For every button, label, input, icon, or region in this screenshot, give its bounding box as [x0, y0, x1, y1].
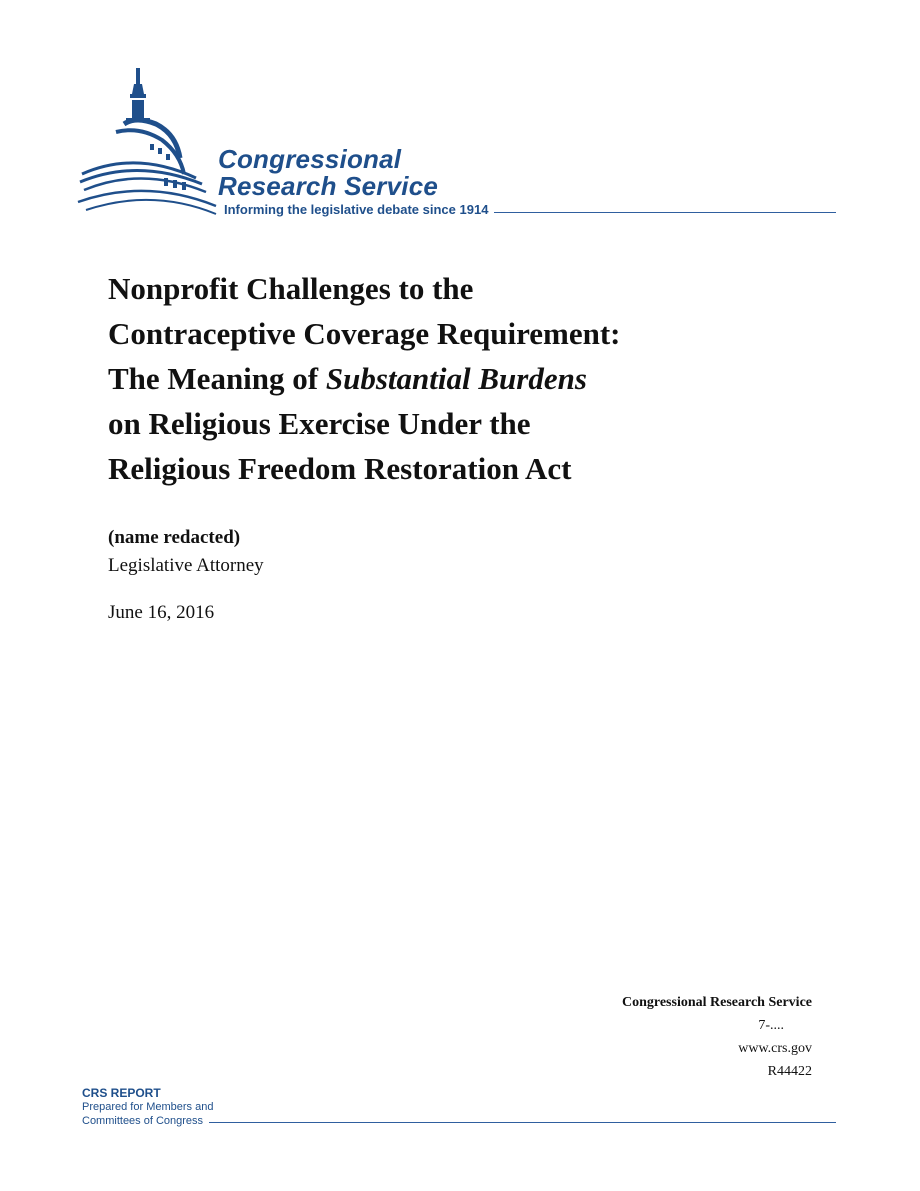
brand-line-1: Congressional	[218, 144, 402, 174]
footer-last-row	[82, 1114, 836, 1128]
title-line-3-prefix: The Meaning of	[108, 361, 326, 396]
author-role: Legislative Attorney	[108, 555, 264, 576]
author-name: (name redacted)	[108, 527, 241, 548]
title-line-3-italic: Substantial Burdens	[325, 361, 587, 396]
brand-line-2: Research Service	[218, 171, 439, 201]
report-number: R44422	[767, 1064, 812, 1079]
report-title	[108, 266, 828, 491]
contact-website[interactable]: www.crs.gov	[738, 1041, 812, 1056]
title-line-1: Nonprofit Challenges to the	[108, 271, 474, 306]
contact-phone: 7-....	[758, 1018, 784, 1033]
title-line-4: on Religious Exercise Under the	[108, 406, 531, 441]
footer-rule	[209, 1122, 836, 1123]
footer-label: CRS REPORT	[82, 1086, 161, 1100]
footer-line-2: Committees of Congress	[82, 1115, 204, 1127]
report-date: June 16, 2016	[108, 602, 215, 623]
footer	[82, 1086, 836, 1128]
title-line-2: Contraceptive Coverage Requirement:	[108, 316, 621, 351]
title-line-5: Religious Freedom Restoration Act	[108, 451, 572, 486]
contact-block	[622, 991, 812, 1083]
contact-org: Congressional Research Service	[621, 995, 812, 1010]
tagline-row	[224, 202, 836, 217]
footer-line-1: Prepared for Members and	[82, 1101, 214, 1113]
brand-name	[218, 146, 438, 200]
header-rule	[494, 212, 836, 213]
tagline: Informing the legislative debate since 1914	[224, 202, 489, 217]
